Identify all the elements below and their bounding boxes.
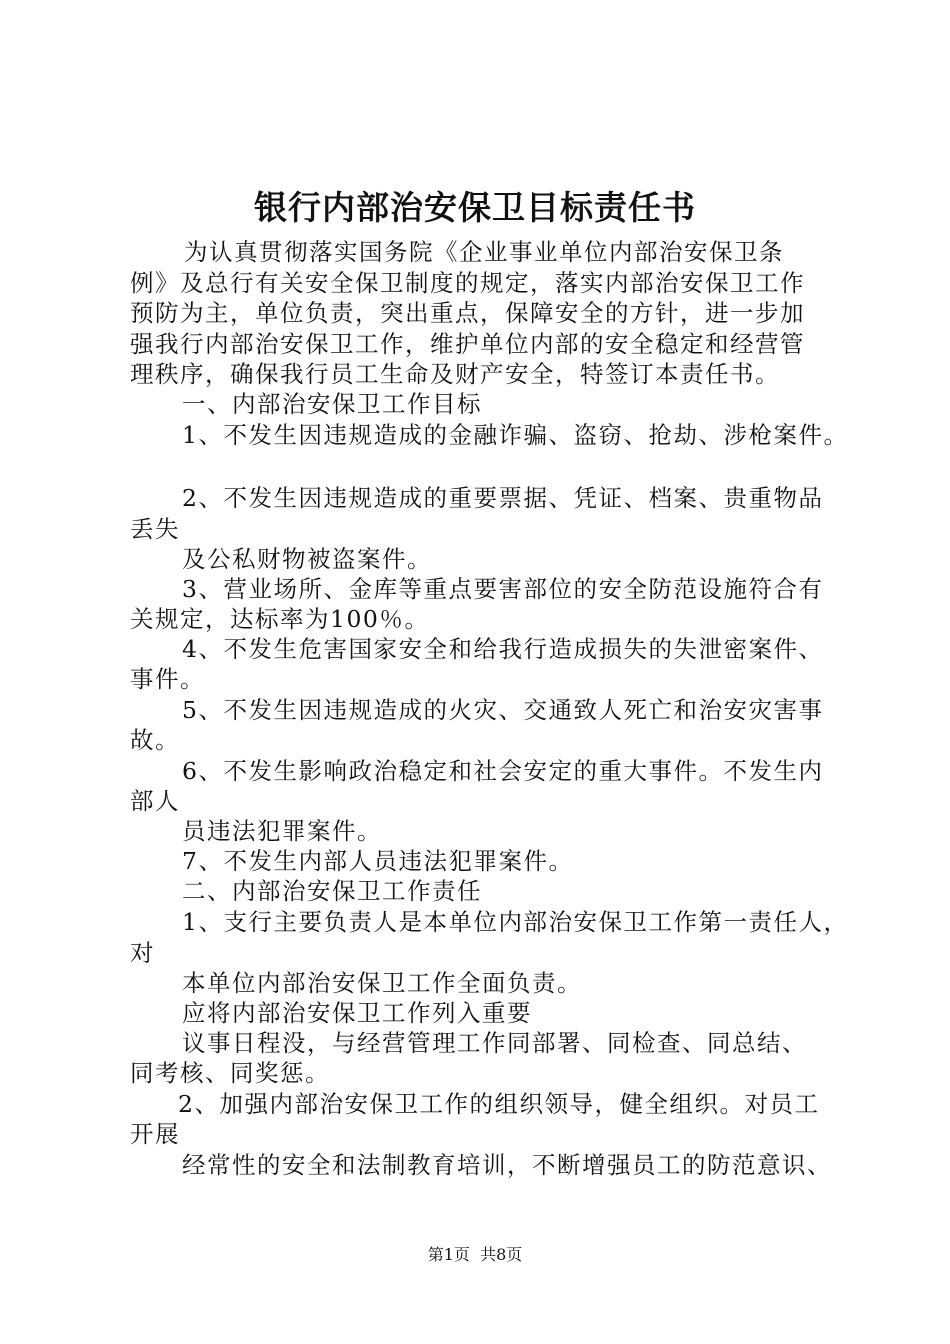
body-line: 关规定，达标率为100％。 [130,605,430,633]
body-line: 预防为主，单位负责，突出重点，保障安全的方针，进一步加 [130,299,805,327]
body-line: 2、不发生因违规造成的重要票据、凭证、档案、贵重物品 [182,484,824,512]
body-line: 为认真贯彻落实国务院《企业事业单位内部治安保卫条 [184,238,784,266]
body-line: 理秩序，确保我行员工生命及财产安全，特签订本责任书。 [130,360,780,388]
body-line: 故。 [130,726,180,754]
body-line: 1、不发生因违规造成的金融诈骗、盗窃、抢劫、涉枪案件。 [182,421,849,449]
body-line: 经常性的安全和法制教育培训，不断增强员工的防范意识、 [182,1151,832,1179]
body-line: 开展 [130,1120,180,1148]
body-line: 部人 [130,787,180,815]
body-line: 5、不发生因违规造成的火灾、交通致人死亡和治安灾害事 [182,696,824,724]
body-line: 1、支行主要负责人是本单位内部治安保卫工作第一责任人， [182,908,849,936]
section-heading: 二、内部治安保卫工作责任 [182,877,482,905]
body-line: 对 [130,939,155,967]
section-heading: 一、内部治安保卫工作目标 [182,390,482,418]
body-line: 例》及总行有关安全保卫制度的规定，落实内部治安保卫工作 [130,269,805,297]
body-line: 应将内部治安保卫工作列入重要 [182,999,532,1027]
body-line: 事件。 [130,665,205,693]
body-line: 3、营业场所、金库等重点要害部位的安全防范设施符合有 [182,575,824,603]
body-line: 员违法犯罪案件。 [182,817,382,845]
body-line: 2、加强内部治安保卫工作的组织领导，健全组织。对员工 [178,1090,820,1118]
body-line: 议事日程没，与经营管理工作同部署、同检查、同总结、 [182,1029,807,1057]
body-line: 丢失 [130,515,180,543]
body-line: 4、不发生危害国家安全和给我行造成损失的失泄密案件、 [182,635,824,663]
body-line: 同考核、同奖惩。 [130,1059,330,1087]
body-line: 7、不发生内部人员违法犯罪案件。 [182,847,574,875]
document-title: 银行内部治安保卫目标责任书 [254,188,696,227]
body-line: 强我行内部治安保卫工作，维护单位内部的安全稳定和经营管 [130,330,805,358]
body-line: 及公私财物被盗案件。 [182,545,432,573]
page-number: 第1页 共8页 [427,1245,523,1264]
body-line: 本单位内部治安保卫工作全面负责。 [182,969,582,997]
body-line: 6、不发生影响政治稳定和社会安定的重大事件。不发生内 [182,757,824,785]
